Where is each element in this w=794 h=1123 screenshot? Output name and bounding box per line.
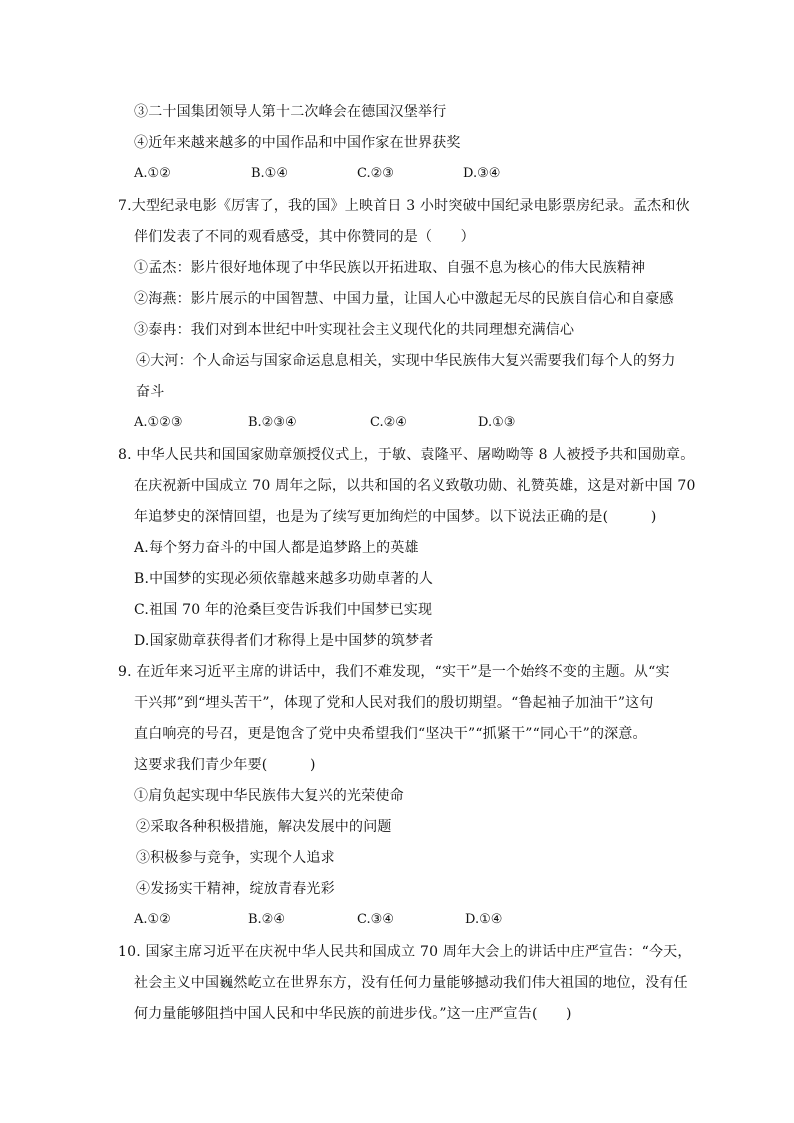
q7-option-d: D.①③ [478, 415, 516, 430]
q7-item-1: ①孟杰：影片很好地体现了中华民族以开拓进取、自强不息为核心的伟大民族精神 [134, 260, 646, 276]
q7-option-c: C.②④ [370, 415, 407, 430]
q6-option-b: B.①④ [251, 166, 288, 181]
q8-option-d: D.国家勋章获得者们才称得上是中国梦的筑梦者 [134, 633, 434, 649]
q7-option-b: B.②③④ [248, 415, 297, 430]
q9-item-2: ②采取各种积极措施，解决发展中的问题 [136, 819, 392, 835]
q7-option-a: A.①②③ [134, 415, 183, 430]
q7-item-2: ②海燕：影片展示的中国智慧、中国力量，让国人心中激起无尽的民族自信心和自豪感 [134, 291, 674, 307]
q7-stem-line-1: 7.大型纪录电影《厉害了，我的国》上映首日 3 小时突破中国纪录电影票房纪录。孟杰和伙 [118, 198, 690, 214]
q7-item-4-cont: 奋斗 [136, 384, 165, 400]
q6-option-c: C.②③ [357, 166, 394, 181]
q9-item-4: ④发扬实干精神，绽放青春光彩 [136, 881, 335, 897]
q10-stem-line-2: 社会主义中国巍然屹立在世界东方，没有任何力量能够撼动我们伟大祖国的地位，没有任 [134, 975, 688, 991]
q9-stem-line-4: 这要求我们青少年要( ) [134, 757, 316, 773]
q10-stem-line-3: 何力量能够阻挡中国人民和中华民族的前进步伐。”这一庄严宣告( ) [134, 1006, 572, 1022]
q7-stem-line-2: 伴们发表了不同的观看感受，其中你赞同的是（ ） [134, 229, 475, 245]
q10-stem-line-1: 10. 国家主席习近平在庆祝中华人民共和国成立 70 周年大会上的讲话中庄严宣告：“今天， [118, 944, 692, 960]
q9-option-d: D.①④ [465, 912, 503, 927]
q7-item-3: ③泰冉：我们对到本世纪中叶实现社会主义现代化的共同理想充满信心 [134, 322, 575, 338]
q8-stem-line-2: 在庆祝新中国成立 70 周年之际，以共和国的名义致敬功勋、礼赞英雄，这是对新中国 70 [134, 478, 696, 494]
q9-option-a: A.①② [134, 912, 171, 927]
q8-option-c: C.祖国 70 年的沧桑巨变告诉我们中国梦已实现 [134, 602, 433, 618]
q9-stem-line-2: 干兴邦”到“埋头苦干”，体现了党和人民对我们的殷切期望。“鲁起袖子加油干”这句 [134, 695, 654, 711]
q9-stem-line-3: 直白响亮的号召，更是饱含了党中央希望我们“坚决干”“抓紧干”“同心干”的深意。 [134, 726, 647, 742]
q9-item-1: ①肩负起实现中华民族伟大复兴的光荣使命 [134, 788, 404, 804]
q9-item-3: ③积极参与竞争，实现个人追求 [136, 850, 335, 866]
q9-stem-line-1: 9. 在近年来习近平主席的讲话中，我们不难发现，“实干”是一个始终不变的主题。从“实 [118, 664, 670, 680]
q8-option-a: A.每个努力奋斗的中国人都是追梦路上的英雄 [134, 540, 419, 556]
q6-item-3: ③二十国集团领导人第十二次峰会在德国汉堡举行 [134, 104, 447, 120]
q7-item-4: ④大河：个人命运与国家命运息息相关，实现中华民族伟大复兴需要我们每个人的努力 [136, 353, 676, 369]
q9-option-b: B.②④ [248, 912, 285, 927]
q6-option-a: A.①② [134, 166, 171, 181]
q6-option-d: D.③④ [463, 166, 501, 181]
q6-item-4: ④近年来越来越多的中国作品和中国作家在世界获奖 [134, 135, 461, 151]
q8-stem-line-1: 8. 中华人民共和国国家勋章颁授仪式上，于敏、袁隆平、屠呦呦等 8 人被授予共和国勋章。 [118, 447, 695, 463]
q9-option-c: C.③④ [357, 912, 394, 927]
q8-stem-line-3: 年追梦史的深情回望，也是为了续写更加绚烂的中国梦。以下说法正确的是( ) [134, 509, 657, 525]
q8-option-b: B.中国梦的实现必须依靠越来越多功勋卓著的人 [134, 571, 434, 587]
